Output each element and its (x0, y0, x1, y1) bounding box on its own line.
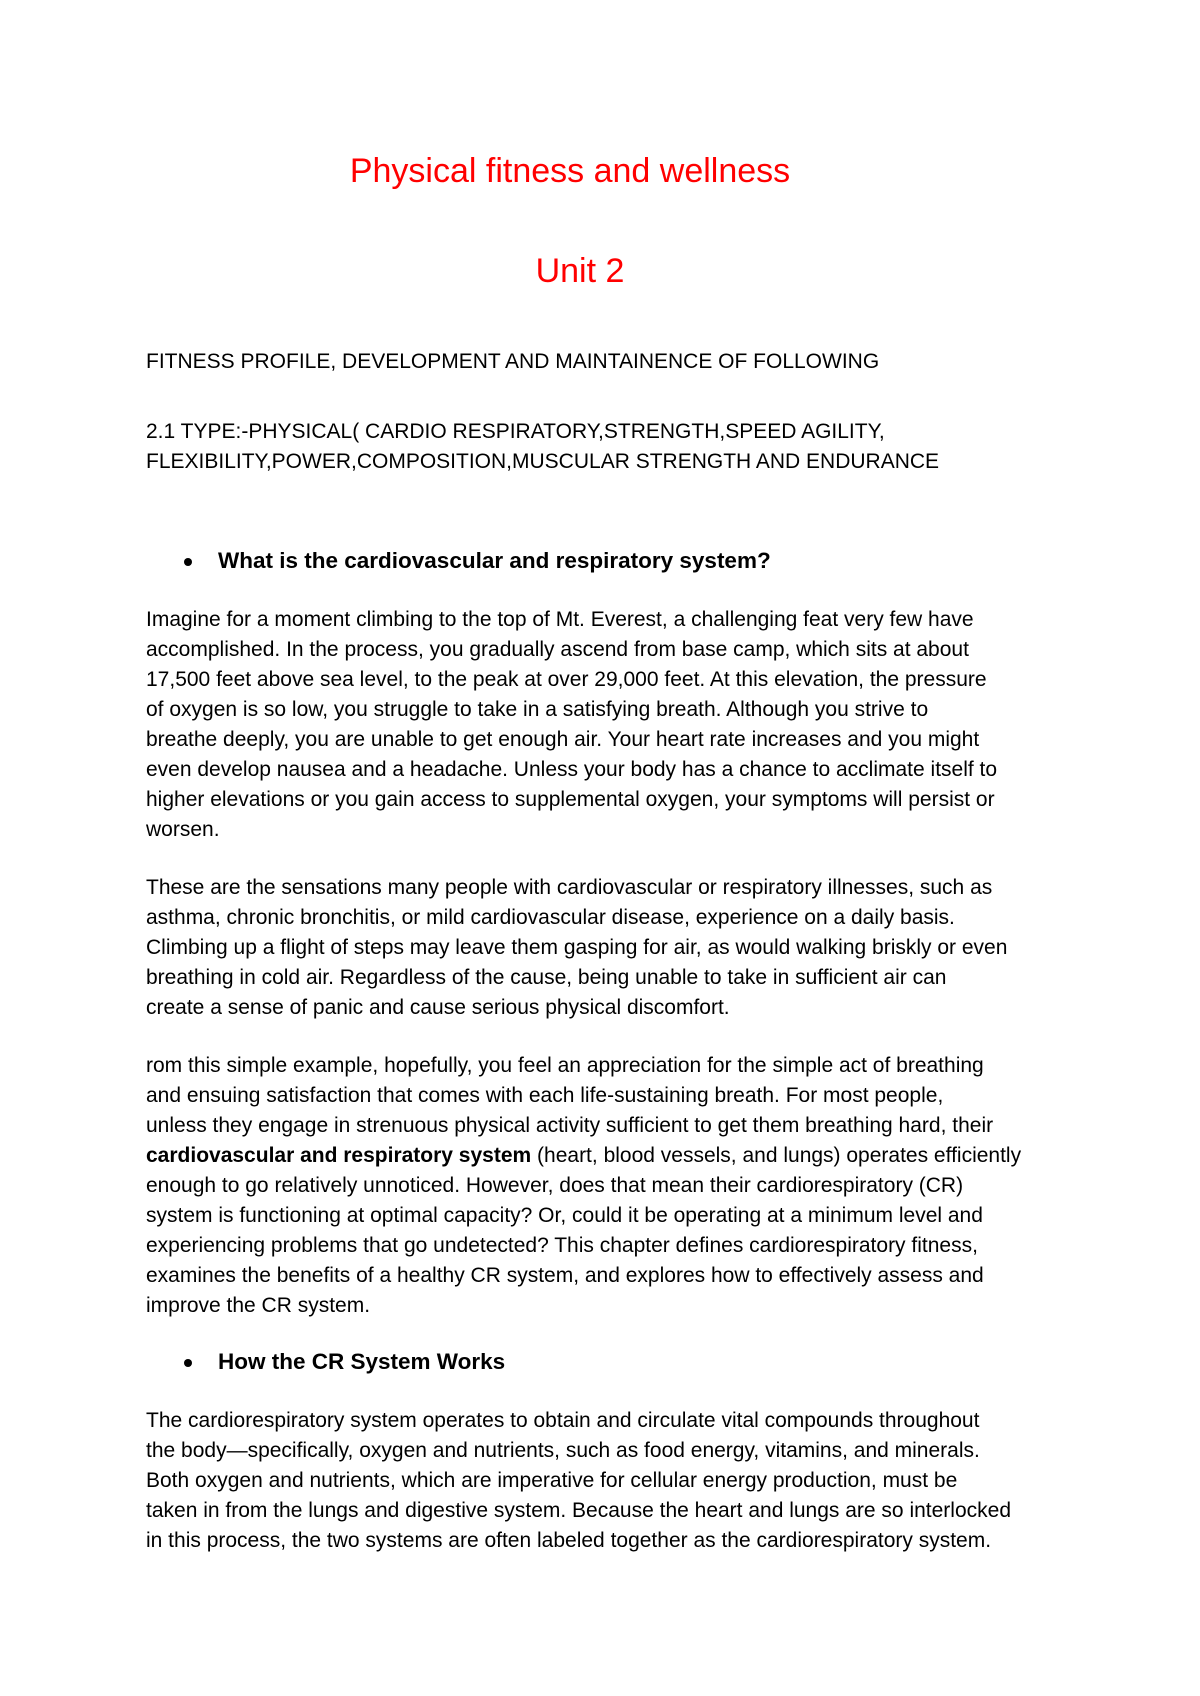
paragraph-line: Climbing up a flight of steps may leave them gasping for air, as would walking briskly or even (146, 936, 1008, 959)
paragraph-line: improve the CR system. (146, 1294, 371, 1317)
paragraph-everest (146, 605, 1076, 845)
bold-term: cardiovascular and respiratory system (146, 1144, 532, 1167)
paragraph-cr-system (146, 1406, 1076, 1556)
paragraph-line: These are the sensations many people with cardiovascular or respiratory illnesses, such as (146, 876, 993, 899)
paragraph-line-rest: (heart, blood vessels, and lungs) operates efficiently (531, 1144, 1022, 1167)
paragraph-line: and ensuing satisfaction that comes with each life-sustaining breath. For most people, (146, 1084, 944, 1107)
paragraph-line: asthma, chronic bronchitis, or mild cardiovascular disease, experience on a daily basis. (146, 906, 955, 929)
paragraph-line: enough to go relatively unnoticed. However, does that mean their cardiorespiratory (CR) (146, 1174, 964, 1197)
section-subheading (146, 417, 1076, 477)
section-subheading-line-1: 2.1 TYPE:-PHYSICAL( CARDIO RESPIRATORY,STRENGTH,SPEED AGILITY, (146, 420, 885, 443)
paragraph-line: of oxygen is so low, you struggle to take in a satisfying breath. Although you strive to (146, 698, 929, 721)
paragraph-line: 17,500 feet above sea level, to the peak at over 29,000 feet. At this elevation, the pressure (146, 668, 987, 691)
paragraph-line: experiencing problems that go undetected? This chapter defines cardiorespiratory fitness, (146, 1234, 978, 1257)
paragraph-line: examines the benefits of a healthy CR system, and explores how to effectively assess and (146, 1264, 984, 1287)
paragraph-line: Imagine for a moment climbing to the top of Mt. Everest, a challenging feat very few have (146, 608, 974, 631)
paragraph-line: create a sense of panic and cause serious physical discomfort. (146, 996, 730, 1019)
paragraph-line: worsen. (146, 818, 220, 841)
paragraph-line: even develop nausea and a headache. Unless your body has a chance to acclimate itself to (146, 758, 998, 781)
bullet-heading-text: How the CR System Works (218, 1349, 506, 1374)
paragraph-line: unless they engage in strenuous physical activity sufficient to get them breathing hard, their (146, 1114, 994, 1137)
unit-title: Unit 2 (535, 252, 625, 290)
bullet-heading-text: What is the cardiovascular and respiratory system? (218, 548, 771, 573)
paragraph-line: The cardiorespiratory system operates to obtain and circulate vital compounds throughout (146, 1409, 980, 1432)
bullet-dot-icon (184, 558, 192, 566)
paragraph-line: accomplished. In the process, you gradually ascend from base camp, which sits at about (146, 638, 969, 661)
paragraph-line: breathing in cold air. Regardless of the cause, being unable to take in sufficient air can (146, 966, 947, 989)
section-heading: FITNESS PROFILE, DEVELOPMENT AND MAINTAINENCE OF FOLLOWING (146, 350, 880, 373)
paragraph-line: breathe deeply, you are unable to get enough air. Your heart rate increases and you might (146, 728, 980, 751)
paragraph-line: system is functioning at optimal capacity? Or, could it be operating at a minimum level and (146, 1204, 983, 1227)
paragraph-line: rom this simple example, hopefully, you feel an appreciation for the simple act of breathing (146, 1054, 984, 1077)
paragraph-appreciation (146, 1051, 1076, 1321)
section-subheading-line-2: FLEXIBILITY,POWER,COMPOSITION,MUSCULAR STRENGTH AND ENDURANCE (146, 450, 940, 473)
paragraph-line: in this process, the two systems are often labeled together as the cardiorespiratory system. (146, 1529, 992, 1552)
paragraph-line: the body—specifically, oxygen and nutrients, such as food energy, vitamins, and minerals. (146, 1439, 980, 1462)
paragraph-sensations (146, 873, 1076, 1023)
paragraph-line-mixed (146, 1141, 1076, 1171)
document-title: Physical fitness and wellness (349, 152, 791, 190)
paragraph-line: taken in from the lungs and digestive system. Because the heart and lungs are so interlocked (146, 1499, 1011, 1522)
paragraph-line: higher elevations or you gain access to supplemental oxygen, your symptoms will persist or (146, 788, 995, 811)
bullet-dot-icon (184, 1359, 192, 1367)
paragraph-line: Both oxygen and nutrients, which are imperative for cellular energy production, must be (146, 1469, 958, 1492)
